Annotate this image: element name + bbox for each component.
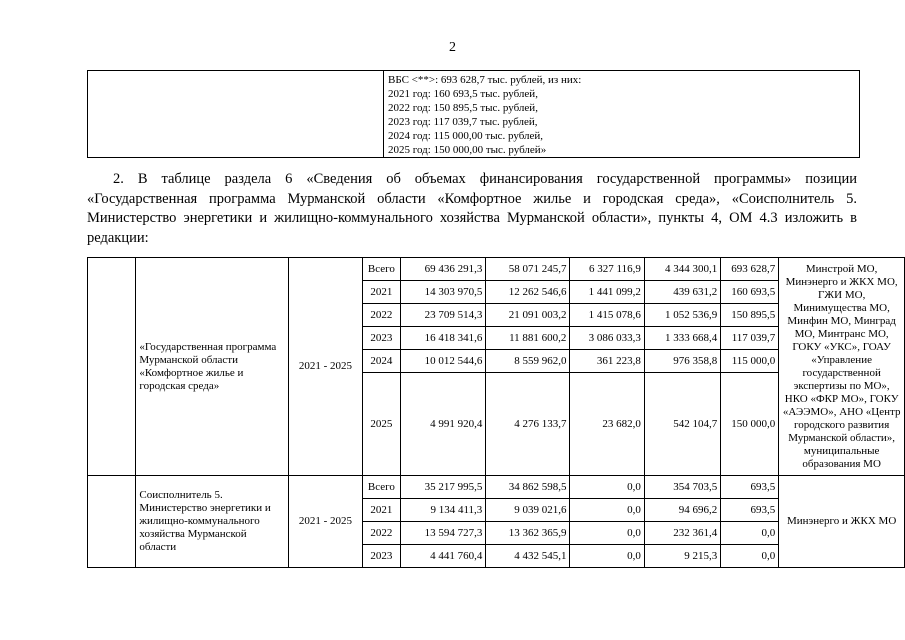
value-cell: 0,0	[570, 522, 644, 545]
vbs-line: 2025 год: 150 000,00 тыс. рублей»	[388, 144, 547, 156]
value-cell: 976 358,8	[644, 350, 720, 373]
financing-table	[87, 257, 905, 568]
vbs-line: 2021 год: 160 693,5 тыс. рублей,	[388, 88, 538, 100]
vbs-table	[87, 70, 860, 158]
coexecutor-name: Соисполнитель 5. Министерство энергетики и жилищно-коммунального хозяйства Мурманской области	[136, 476, 289, 568]
year-cell: 2022	[362, 522, 401, 545]
value-cell: 1 333 668,4	[644, 327, 720, 350]
value-cell: 0,0	[721, 522, 779, 545]
empty-cell	[88, 258, 136, 476]
value-cell: 9 039 021,6	[486, 499, 570, 522]
value-cell: 361 223,8	[570, 350, 644, 373]
value-cell: 35 217 995,5	[401, 476, 486, 499]
value-cell: 115 000,0	[721, 350, 779, 373]
vbs-line: 2024 год: 115 000,00 тыс. рублей,	[388, 130, 544, 142]
value-cell: 150 895,5	[721, 304, 779, 327]
value-cell: 4 441 760,4	[401, 545, 486, 568]
table-row	[88, 258, 905, 281]
value-cell: 34 862 598,5	[486, 476, 570, 499]
empty-cell	[88, 476, 136, 568]
vbs-line: 2023 год: 117 039,7 тыс. рублей,	[388, 116, 538, 128]
value-cell: 693 628,7	[721, 258, 779, 281]
program-responsible: Минстрой МО, Минэнерго и ЖКХ МО, ГЖИ МО, Минимущества МО, Минфин МО, Минград МО, Минтранс МО, ГОКУ «УКС», ГОАУ «Управление государственной экспертизы по МО», НКО «ФКР МО», ГОКУ «АЭЭМО», АНО «Центр городского развития Мурманской области», муниципальные образования МО	[779, 258, 905, 476]
value-cell: 0,0	[570, 545, 644, 568]
year-cell: 2021	[362, 281, 401, 304]
value-cell: 23 709 514,3	[401, 304, 486, 327]
vbs-cell	[384, 71, 860, 158]
value-cell: 542 104,7	[644, 373, 720, 476]
value-cell: 6 327 116,9	[570, 258, 644, 281]
value-cell: 8 559 962,0	[486, 350, 570, 373]
value-cell: 23 682,0	[570, 373, 644, 476]
value-cell: 58 071 245,7	[486, 258, 570, 281]
value-cell: 13 594 727,3	[401, 522, 486, 545]
value-cell: 16 418 341,6	[401, 327, 486, 350]
vbs-line: ВБС <**>: 693 628,7 тыс. рублей, из них:	[388, 74, 582, 86]
page-number: 2	[449, 40, 456, 55]
value-cell: 4 991 920,4	[401, 373, 486, 476]
year-cell: 2022	[362, 304, 401, 327]
value-cell: 94 696,2	[644, 499, 720, 522]
value-cell: 14 303 970,5	[401, 281, 486, 304]
value-cell: 3 086 033,3	[570, 327, 644, 350]
value-cell: 693,5	[721, 476, 779, 499]
value-cell: 69 436 291,3	[401, 258, 486, 281]
value-cell: 1 415 078,6	[570, 304, 644, 327]
year-cell: 2023	[362, 327, 401, 350]
value-cell: 9 215,3	[644, 545, 720, 568]
value-cell: 232 361,4	[644, 522, 720, 545]
year-cell: Всего	[362, 258, 401, 281]
value-cell: 1 441 099,2	[570, 281, 644, 304]
value-cell: 10 012 544,6	[401, 350, 486, 373]
year-cell: 2023	[362, 545, 401, 568]
year-cell: 2025	[362, 373, 401, 476]
value-cell: 11 881 600,2	[486, 327, 570, 350]
value-cell: 693,5	[721, 499, 779, 522]
table-row	[88, 476, 905, 499]
value-cell: 4 276 133,7	[486, 373, 570, 476]
value-cell: 4 344 300,1	[644, 258, 720, 281]
coexecutor-responsible: Минэнерго и ЖКХ МО	[779, 476, 905, 568]
value-cell: 439 631,2	[644, 281, 720, 304]
program-name: «Государственная программа Мурманской области «Комфортное жилье и городская среда»	[136, 258, 289, 476]
value-cell: 1 052 536,9	[644, 304, 720, 327]
value-cell: 12 262 546,6	[486, 281, 570, 304]
value-cell: 354 703,5	[644, 476, 720, 499]
value-cell: 0,0	[570, 476, 644, 499]
value-cell: 4 432 545,1	[486, 545, 570, 568]
amendment-paragraph: 2. В таблице раздела 6 «Сведения об объемах финансирования государственной программы» позиции «Государственная программа Мурманской области «Комфортное жилье и городская среда», «Соисполнитель 5. Министерство энергетики и жилищно-коммунального хозяйства Мурманской области», пункты 4, ОМ 4.3 изложить в редакции:	[87, 171, 857, 246]
value-cell: 0,0	[570, 499, 644, 522]
value-cell: 9 134 411,3	[401, 499, 486, 522]
vbs-line: 2022 год: 150 895,5 тыс. рублей,	[388, 102, 538, 114]
value-cell: 150 000,0	[721, 373, 779, 476]
value-cell: 160 693,5	[721, 281, 779, 304]
value-cell: 13 362 365,9	[486, 522, 570, 545]
year-cell: Всего	[362, 476, 401, 499]
value-cell: 117 039,7	[721, 327, 779, 350]
program-period: 2021 - 2025	[289, 258, 362, 476]
empty-cell	[88, 71, 384, 158]
year-cell: 2021	[362, 499, 401, 522]
value-cell: 21 091 003,2	[486, 304, 570, 327]
value-cell: 0,0	[721, 545, 779, 568]
year-cell: 2024	[362, 350, 401, 373]
coexecutor-period: 2021 - 2025	[289, 476, 362, 568]
